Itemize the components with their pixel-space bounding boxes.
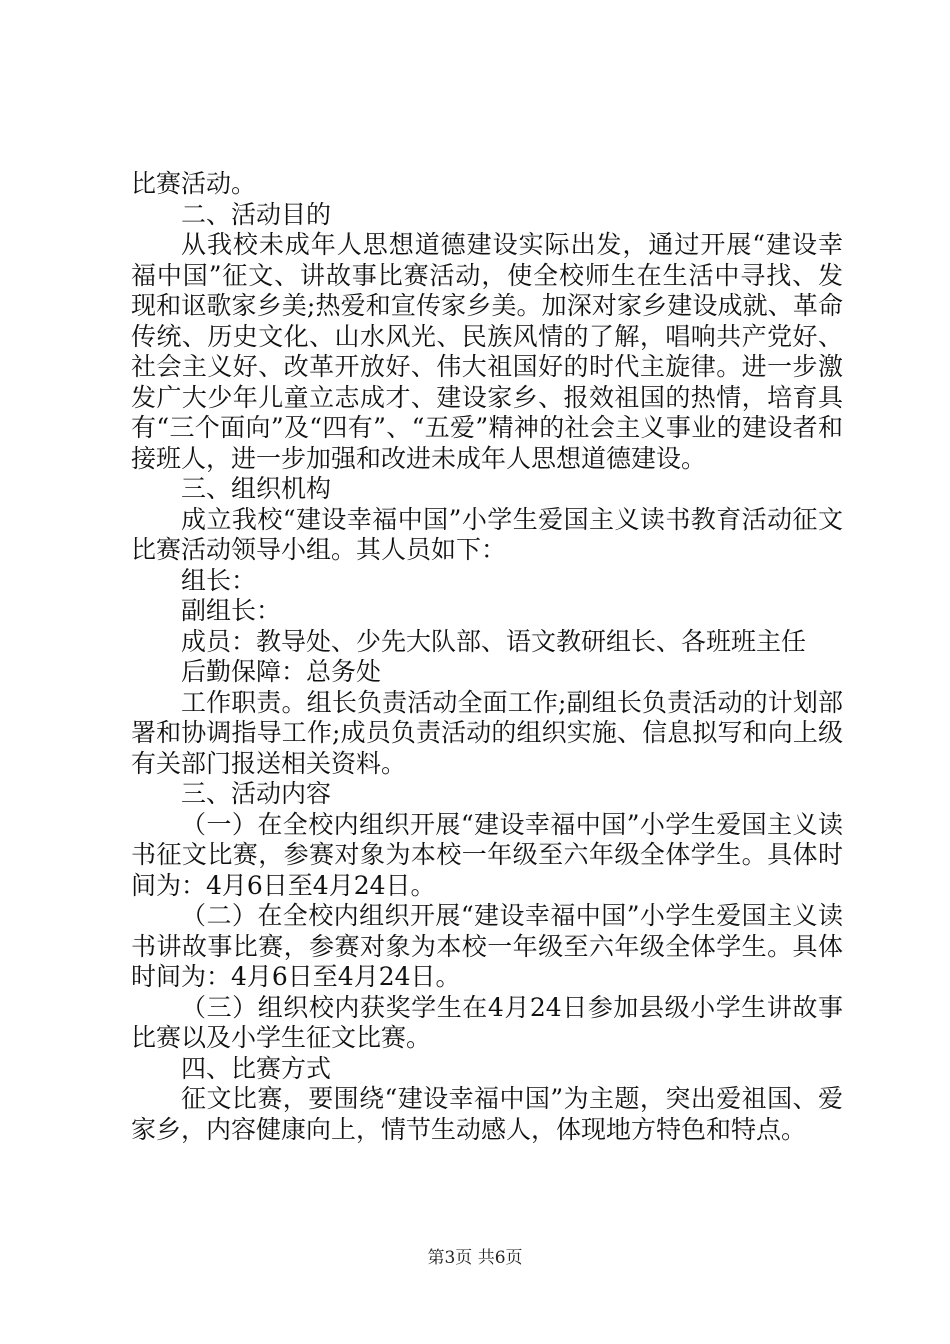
body-paragraph: 组长：: [181, 565, 257, 595]
body-paragraph: 副组长：: [181, 596, 282, 625]
document-body: [131, 169, 843, 1145]
section-heading: 三、组织机构: [181, 474, 332, 503]
body-paragraph: 后勤保障：总务处: [181, 657, 382, 686]
body-paragraph: 从我校未成年人思想道德建设实际出发，通过开展“建设幸福中国”征文、讲故事比赛活动，使全校师生在生活中寻找、发现和讴歌家乡美;热爱和宣传家乡美。加深对家乡建设成就、革命传统、历史文化、山水风光、民族风情的了解，唱响共产党好、社会主义好、改革开放好、伟大祖国好的时代主旋律。进一步激发广大少年儿童立志成才、建设家乡、报效祖国的热情，培育具有“三个面向”及“四有”、“五爱”精神的社会主义事业的建设者和接班人，进一步加强和改进未成年人思想道德建设。: [131, 230, 843, 473]
body-paragraph: （一）在全校内组织开展“建设幸福中国”小学生爱国主义读书征文比赛，参赛对象为本校一年级至六年级全体学生。具体时间为：4月6日至4月24日。: [131, 809, 843, 900]
body-paragraph: 工作职责。组长负责活动全面工作;副组长负责活动的计划部署和协调指导工作;成员负责活动的组织实施、信息拟写和向上级有关部门报送相关资料。: [131, 687, 843, 778]
body-paragraph: （二）在全校内组织开展“建设幸福中国”小学生爱国主义读书讲故事比赛，参赛对象为本校一年级至六年级全体学生。具体时间为：4月6日至4月24日。: [131, 901, 843, 991]
section-heading: 三、活动内容: [181, 779, 332, 808]
body-paragraph: （三）组织校内获奖学生在4月24日参加县级小学生讲故事比赛以及小学生征文比赛。: [131, 992, 843, 1052]
section-heading: 四、比赛方式: [181, 1053, 332, 1083]
body-paragraph: 征文比赛，要围绕“建设幸福中国”为主题，突出爱祖国、爱家乡，内容健康向上，情节生动感人，体现地方特色和特点。: [131, 1084, 843, 1144]
body-paragraph: 成立我校“建设幸福中国”小学生爱国主义读书教育活动征文比赛活动领导小组。其人员如下：: [131, 504, 843, 564]
page-number-footer: 第3页 共6页: [427, 1248, 523, 1268]
body-paragraph: 成员：教导处、少先大队部、语文教研组长、各班班主任: [181, 626, 807, 656]
section-heading: 二、活动目的: [181, 199, 332, 229]
body-paragraph: 比赛活动。: [131, 169, 257, 198]
